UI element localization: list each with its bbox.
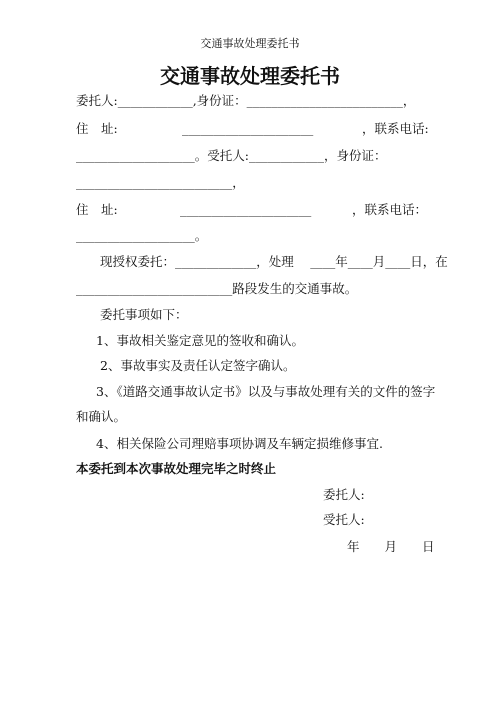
phone-label-2: ，联系电话：: [352, 202, 428, 217]
authorization-text: 现授权委托：_____________，处理 ____年____月____日，在: [100, 254, 448, 269]
document-title: 交通事故处理委托书: [160, 64, 340, 88]
delegate-signature-label: 受托人:: [323, 512, 365, 527]
address-blank: _____________________: [182, 121, 314, 136]
phone-blank-2: ___________________。: [76, 228, 208, 243]
location-text: _________________________路段发生的交通事故。: [76, 281, 358, 296]
phone-label: ，联系电话:: [362, 121, 429, 136]
item-3: 3、《道路交通事故认定书》以及与事故处理有关的文件的签字: [96, 384, 436, 399]
item-1: 1、事故相关鉴定意见的签收和确认。: [96, 333, 304, 348]
address-label: 住 址:: [76, 121, 118, 136]
signature-date: 年 月 日: [347, 539, 435, 554]
item-2: 2、事故事实及责任认定签字确认。: [100, 358, 296, 373]
item-4: 4、相关保险公司理赔事项协调及车辆定损维修事宜.: [96, 436, 383, 451]
delegator-text: 委托人:____________,身份证：_________________________，: [76, 93, 416, 108]
delegator-signature-label: 委托人:: [323, 487, 365, 502]
delegate-text: ___________________。受托人:____________，身份证：: [76, 148, 387, 163]
address-blank-2: _____________________: [180, 202, 312, 217]
termination-text: 本委托到本次事故处理完毕之时终止: [76, 461, 277, 476]
item-3-continued: 和确认。: [76, 409, 127, 424]
delegate-id-blank: _________________________，: [76, 175, 245, 190]
matters-heading: 委托事项如下：: [100, 307, 188, 322]
address-label-2: 住 址:: [76, 202, 118, 217]
header-title: 交通事故处理委托书: [200, 37, 300, 50]
